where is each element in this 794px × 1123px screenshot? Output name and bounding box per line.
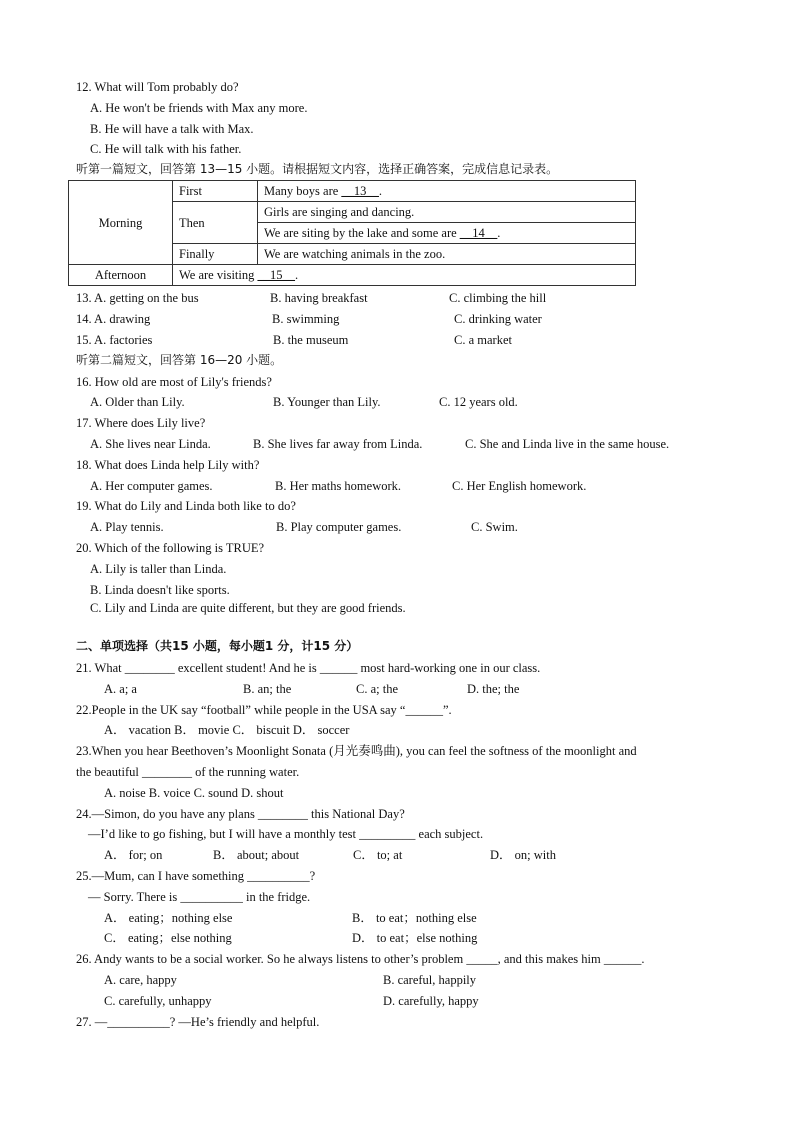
cell-afternoon-text: We are visiting __15__. <box>173 265 636 286</box>
q26-option-d: D. carefully, happy <box>383 994 479 1008</box>
cell-first-text: Many boys are __13__. <box>258 181 636 202</box>
cell-afternoon: Afternoon <box>69 265 173 286</box>
first-text: Many boys are <box>264 184 342 198</box>
q22-options: A． vacation B． movie C． biscuit D． soccer <box>104 723 350 737</box>
q23-options: A. noise B. voice C. sound D. shout <box>104 786 284 800</box>
q12-option-b: B. He will have a talk with Max. <box>90 122 254 136</box>
q12-stem: 12. What will Tom probably do? <box>76 80 239 94</box>
q21-option-d: D. the; the <box>467 682 520 696</box>
q13-option-c: C. climbing the hill <box>449 291 547 305</box>
q18-option-b: B. Her maths homework. <box>275 479 402 493</box>
cell-then-text2: We are siting by the lake and some are __14__. <box>258 223 636 244</box>
q13-option-b: B. having breakfast <box>270 291 368 305</box>
q12-option-c: C. He will talk with his father. <box>90 142 242 156</box>
q17-option-b: B. She lives far away from Linda. <box>253 437 423 451</box>
q14-option-a: 14. A. drawing <box>76 312 151 326</box>
q14-option-b: B. swimming <box>272 312 340 326</box>
info-record-table <box>68 180 636 286</box>
q26-option-b: B. careful, happily <box>383 973 477 987</box>
cell-then: Then <box>173 202 258 244</box>
q23-stem-line1: 23.When you hear Beethoven’s Moonlight Sonata (月光奏鸣曲), you can feel the softness of the moonlight and <box>76 744 637 758</box>
q25-option-d: D． to eat；else nothing <box>352 931 478 945</box>
q19-option-c: C. Swim. <box>471 520 518 534</box>
q21-option-a: A. a; a <box>104 682 137 696</box>
q16-stem: 16. How old are most of Lily's friends? <box>76 375 272 389</box>
q19-option-a: A. Play tennis. <box>90 520 164 534</box>
cell-then-text1: Girls are singing and dancing. <box>258 202 636 223</box>
passage2-instruction: 听第二篇短文，回答第 16—20 小题。 <box>76 353 283 367</box>
cell-finally-text: We are watching animals in the zoo. <box>258 244 636 265</box>
q19-stem: 19. What do Lily and Linda both like to do? <box>76 499 296 513</box>
passage1-instruction: 听第一篇短文，回答第 13—15 小题。请根据短文内容，选择正确答案，完成信息记录表。 <box>76 162 559 176</box>
q20-option-b: B. Linda doesn't like sports. <box>90 583 230 597</box>
q24-option-c: C． to; at <box>353 848 403 862</box>
section2-title: 二、单项选择（共15 小题，每小题1 分，计15 分） <box>76 639 359 653</box>
q19-option-b: B. Play computer games. <box>276 520 402 534</box>
blank-13: __13__ <box>341 184 379 198</box>
q21-stem: 21. What ________ excellent student! And he is ______ most hard-working one in our class. <box>76 661 541 675</box>
then-text: We are siting by the lake and some are <box>264 226 460 240</box>
q18-stem: 18. What does Linda help Lily with? <box>76 458 260 472</box>
q22-stem: 22.People in the UK say “football” while people in the USA say “______”. <box>76 703 452 717</box>
q24-stem-line1: 24.—Simon, do you have any plans ________ this National Day? <box>76 807 405 821</box>
q26-stem: 26. Andy wants to be a social worker. So he always listens to other’s problem _____, and this makes him ______. <box>76 952 645 966</box>
q26-option-a: A. care, happy <box>104 973 177 987</box>
q15-option-b: B. the museum <box>273 333 349 347</box>
blank-14: __14__ <box>459 226 498 240</box>
q17-option-c: C. She and Linda live in the same house. <box>465 437 670 451</box>
q15-option-a: 15. A. factories <box>76 333 153 347</box>
afternoon-text: We are visiting <box>179 268 258 282</box>
q25-stem-line1: 25.—Mum, can I have something __________? <box>76 869 316 883</box>
cell-finally: Finally <box>173 244 258 265</box>
q17-stem: 17. Where does Lily live? <box>76 416 206 430</box>
q24-option-a: A． for; on <box>104 848 163 862</box>
q27-stem: 27. —__________? —He’s friendly and helpful. <box>76 1015 320 1029</box>
q20-stem: 20. Which of the following is TRUE? <box>76 541 265 555</box>
q12-option-a: A. He won't be friends with Max any more. <box>90 101 308 115</box>
cell-first: First <box>173 181 258 202</box>
cell-morning: Morning <box>69 181 173 265</box>
q18-option-a: A. Her computer games. <box>90 479 213 493</box>
q17-option-a: A. She lives near Linda. <box>90 437 211 451</box>
q20-option-a: A. Lily is taller than Linda. <box>90 562 227 576</box>
q14-option-c: C. drinking water <box>454 312 542 326</box>
q23-stem-line2: the beautiful ________ of the running water. <box>76 765 300 779</box>
blank-15: __15__ <box>257 268 295 282</box>
q15-option-c: C. a market <box>454 333 512 347</box>
q16-option-a: A. Older than Lily. <box>90 395 185 409</box>
q25-option-b: B． to eat；nothing else <box>352 911 477 925</box>
q16-option-c: C. 12 years old. <box>439 395 518 409</box>
q21-option-c: C. a; the <box>356 682 399 696</box>
q26-option-c: C. carefully, unhappy <box>104 994 212 1008</box>
q20-option-c: C. Lily and Linda are quite different, but they are good friends. <box>90 601 406 615</box>
q24-option-b: B． about; about <box>213 848 300 862</box>
q25-option-c: C． eating；else nothing <box>104 931 232 945</box>
q18-option-c: C. Her English homework. <box>452 479 587 493</box>
q25-option-a: A． eating；nothing else <box>104 911 233 925</box>
q24-option-d: D． on; with <box>490 848 556 862</box>
q21-option-b: B. an; the <box>243 682 292 696</box>
q25-stem-line2: — Sorry. There is __________ in the fridge. <box>88 890 311 904</box>
q16-option-b: B. Younger than Lily. <box>273 395 381 409</box>
q24-stem-line2: —I’d like to go fishing, but I will have a monthly test _________ each subject. <box>88 827 484 841</box>
q13-option-a: 13. A. getting on the bus <box>76 291 199 305</box>
